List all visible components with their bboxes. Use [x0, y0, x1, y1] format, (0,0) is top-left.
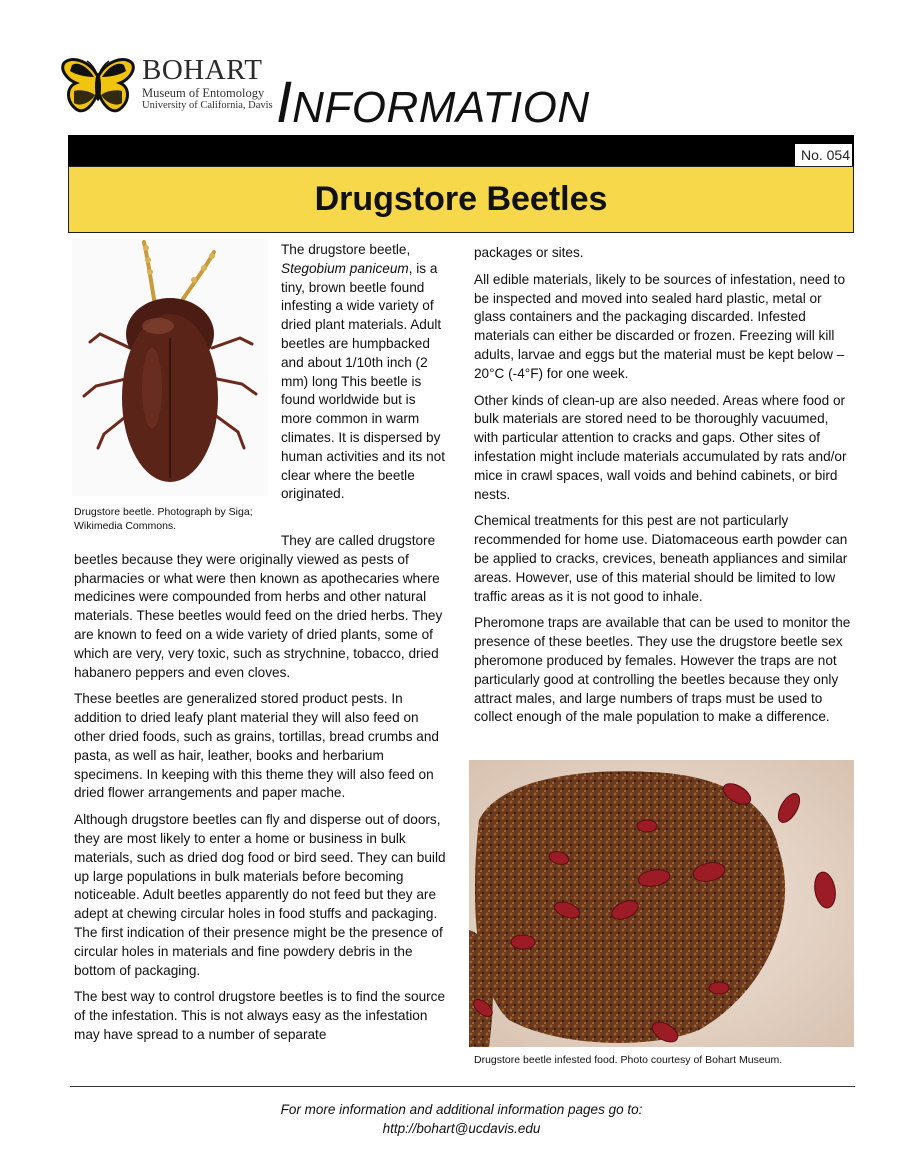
issue-number: No. 054 — [795, 144, 852, 166]
left-column — [74, 532, 446, 1053]
logo-subtitle: Museum of Entomology — [142, 86, 265, 100]
title-banner — [68, 166, 854, 233]
paragraph: Chemical treatments for this pest are not particularly recommended for home use. Diatomaceous earth powder can be applied to cracks, crevices, beneath appliances and similar areas. However, use of this material should be limited to low traffic areas as it is not good to inhale. — [474, 513, 848, 604]
paragraph: All edible materials, likely to be sources of infestation, need to be inspected and moved into sealed hard plastic, metal or glass containers and the packaging discarded. Infested materials can either be discarded or frozen. Freezing will kill adults, larvae and eggs but the material must be kept below –20°C (-4°F) for one week. — [474, 271, 846, 381]
paragraph: The best way to control drugstore beetles is to find the source of the infestation. This is not always easy as the infestation may have spread to a number of separate — [74, 989, 446, 1042]
butterfly-icon — [60, 57, 136, 115]
scientific-name: Stegobium paniceum — [281, 260, 409, 276]
intro-text-end: , is a tiny, brown beetle found infesting a wide variety of dried plant materials. Adult beetles are humpbacked and about 1/10th inch (2 mm) long This beetle is found worldwide but is more common in warm climates. It is dispersed by human activities and its not clear where the beetle originated. — [281, 260, 445, 502]
paragraph: They are called drugstore beetles because they were originally viewed as pests of pharmacies or what were then known as apothecaries where medicines were compounded from herbs and other natural materials. These beetles would feed on the dried herbs. They are known to feed on a wide variety of dried plants, some of which are very, very toxic, such as strychnine, tobacco, dried habanero peppers and even cloves. — [74, 533, 443, 680]
infested-food-photo — [469, 760, 854, 1047]
header-title-cap: I — [276, 70, 293, 135]
paragraph: These beetles are generalized stored product pests. In addition to dried leafy plant material they will also feed on other dried foods, such as grains, tortillas, bread crumbs and pasta, as well as hair, leather, books and herbarium specimens. In keeping with this theme they will also feed on dried flower arrangements and paper mache. — [74, 691, 439, 801]
logo-name: BOHART — [142, 54, 263, 86]
footer — [0, 1100, 923, 1138]
drugstore-beetle-photo — [72, 238, 268, 496]
logo-university: University of California, Davis — [142, 100, 273, 111]
bohart-logo — [60, 54, 273, 117]
right-column — [474, 244, 854, 735]
intro-paragraph — [281, 241, 447, 504]
paragraph: packages or sites. — [474, 245, 584, 260]
page-title: Drugstore Beetles — [314, 180, 608, 218]
paragraph: Other kinds of clean-up are also needed. Areas where food or bulk materials are stored need to be thoroughly vacuumed, with particular attention to cracks and gaps. Other sites of infestation might include materials accumulated by rats and/or mice in crawl spaces, wall voids and behind cabinets, or bird nests. — [474, 392, 847, 502]
infested-food-caption: Drugstore beetle infested food. Photo courtesy of Bohart Museum. — [474, 1054, 783, 1066]
paragraph: Pheromone traps are available that can be used to monitor the presence of these beetles. They use the drugstore beetle sex pheromone produced by females. However the traps are not particularly good at controlling the beetles because they only attract males, and large numbers of traps must be used to collect enough of the male population to make a difference. — [474, 615, 851, 725]
footer-divider — [70, 1086, 855, 1087]
footer-link[interactable]: http://bohart@ucdavis.edu — [382, 1121, 541, 1136]
paragraph: Although drugstore beetles can fly and disperse out of doors, they are most likely to enter a home or business in bulk materials, such as dried dog food or bird seed. They can build up large populations in bulk materials before becoming noticeable. Adult beetles apparently do not feed but they are adept at chewing circular holes in food stuffs and packaging. The first indication of their presence might be the presence of circular holes in materials and fine powdery debris in the bottom of packaging. — [74, 812, 446, 978]
beetle-photo-caption: Drugstore beetle. Photograph by Siga; Wikimedia Commons. — [74, 506, 253, 532]
footer-text: For more information and additional information pages go to: — [280, 1102, 643, 1117]
intro-text-start: The drugstore beetle, — [281, 242, 411, 257]
header-title-rest: NFORMATION — [292, 83, 590, 132]
header-bar — [68, 135, 854, 166]
